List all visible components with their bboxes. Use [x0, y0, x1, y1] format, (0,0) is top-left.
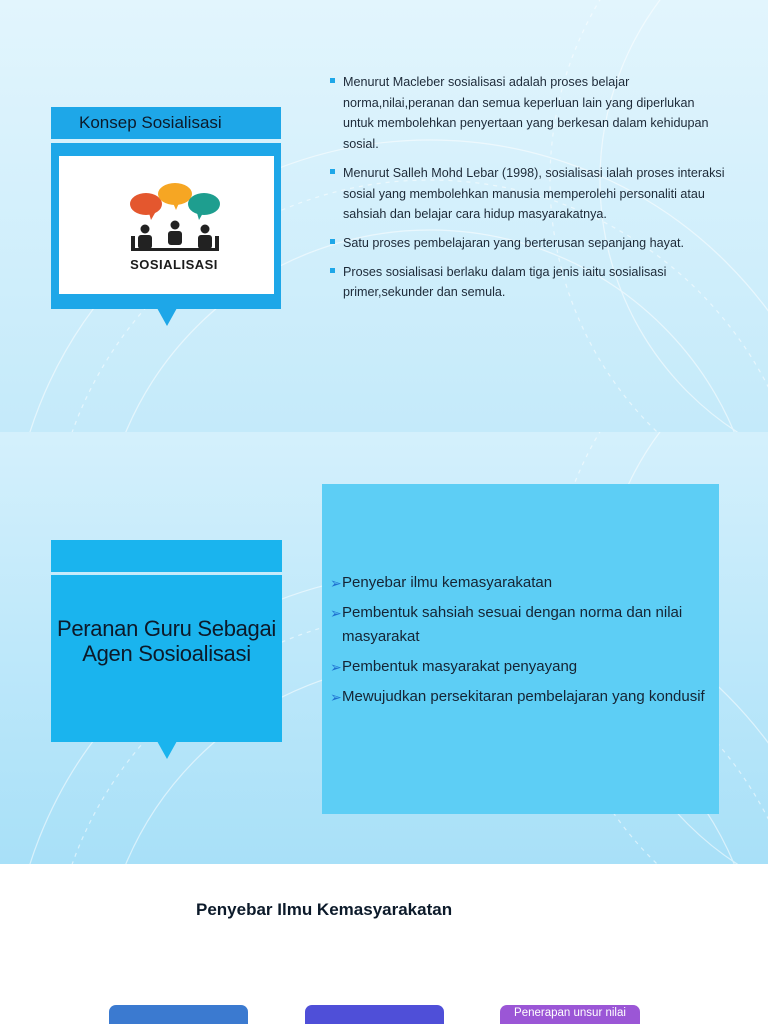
title-card [51, 575, 282, 742]
concept-box-label: Penerapan unsur nilai [514, 1007, 626, 1019]
image-panel [59, 156, 274, 294]
slide-title: Penyebar Ilmu Kemasyarakatan [196, 900, 453, 919]
bullet-text: Pembentuk sahsiah sesuai dengan norma dan nilai masyarakat [342, 604, 683, 645]
slide-penyebar-ilmu [0, 864, 768, 1024]
bullet-text: Pembentuk masyarakat penyayang [342, 658, 578, 675]
bullet-item [330, 655, 715, 679]
callout-pointer [157, 741, 177, 759]
concept-box [109, 1005, 248, 1024]
content-panel [322, 484, 719, 814]
people-speech-bubbles-icon [119, 182, 229, 262]
sosialisasi-logo [119, 182, 229, 282]
arrow-bullet-icon: ➢ [330, 605, 342, 621]
arrow-bullet-icon: ➢ [330, 689, 342, 705]
slide-konsep-sosialisasi [0, 0, 768, 432]
concept-box [305, 1005, 444, 1024]
bullet-list [327, 72, 727, 311]
logo-label: SOSIALISASI [130, 257, 218, 272]
bullet-text: Penyebar ilmu kemasyarakatan [342, 574, 553, 591]
slide-title: Peranan Guru Sebagai Agen Sosioalisasi [56, 616, 277, 666]
arrow-bullet-icon: ➢ [330, 575, 342, 591]
slide-peranan-guru [0, 432, 768, 864]
bullet-text: Mewujudkan persekitaran pembelajaran yang kondusif [342, 688, 705, 705]
bullet-item [330, 571, 715, 595]
bullet-item: Menurut Salleh Mohd Lebar (1998), sosialisasi ialah proses interaksi sosial yang membolehkan manusia memperolehi personaliti atau sahsiah dan belajar cara hidup masyarakatnya. [327, 163, 727, 225]
bullet-item [330, 685, 715, 709]
bullet-item: Satu proses pembelajaran yang berterusan sepanjang hayat. [327, 233, 727, 254]
slide-title-bar [51, 107, 281, 139]
arrow-bullet-icon: ➢ [330, 659, 342, 675]
callout-pointer [157, 308, 177, 326]
bullet-item [330, 601, 715, 649]
header-bar [51, 540, 282, 572]
concept-box [500, 1005, 640, 1024]
slide-title: Konsep Sosialisasi [79, 113, 222, 132]
image-card [51, 143, 281, 309]
bullet-list [330, 571, 715, 715]
bullet-item: Proses sosialisasi berlaku dalam tiga jenis iaitu sosialisasi primer,sekunder dan semula. [327, 262, 727, 303]
bullet-item: Menurut Macleber sosialisasi adalah proses belajar norma,nilai,peranan dan semua keperluan lain yang diperlukan untuk membolehkan penyertaan yang berkesan dalam kehidupan sosial. [327, 72, 727, 155]
